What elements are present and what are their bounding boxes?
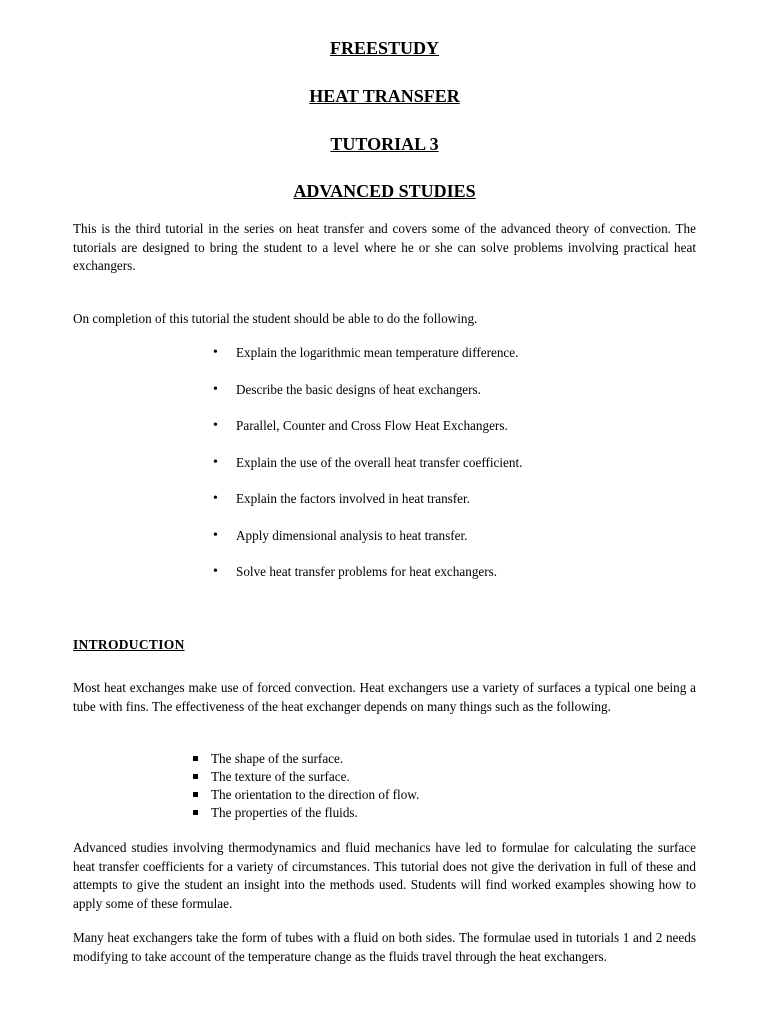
objective-item: • Explain the factors involved in heat transfer. xyxy=(213,490,522,508)
objective-item: • Apply dimensional analysis to heat transfer. xyxy=(213,527,522,545)
objectives-list xyxy=(213,344,522,600)
factor-item: The texture of the surface. xyxy=(191,768,419,786)
freestudy-heading: FREESTUDY xyxy=(329,38,440,58)
introduction-heading: INTRODUCTION xyxy=(73,637,185,652)
objective-item: • Describe the basic designs of heat exchangers. xyxy=(213,381,522,399)
intro-paragraph: This is the third tutorial in the series on heat transfer and covers some of the advanced theory of convection. The tutorials are designed to bring the student to a level where he or she can solve problems involving practical heat exchangers. xyxy=(73,221,696,273)
factor-item: The properties of the fluids. xyxy=(191,804,419,822)
completion-paragraph: On completion of this tutorial the student should be able to do the following. xyxy=(73,311,478,326)
objective-item: • Solve heat transfer problems for heat exchangers. xyxy=(213,563,522,581)
tutorial-heading: TUTORIAL 3 xyxy=(330,134,439,154)
objective-item: • Explain the logarithmic mean temperature difference. xyxy=(213,344,522,362)
topic-heading: ADVANCED STUDIES xyxy=(293,181,476,201)
objective-item: • Parallel, Counter and Cross Flow Heat Exchangers. xyxy=(213,417,522,435)
factor-item: The shape of the surface. xyxy=(191,750,419,768)
subject-heading: HEAT TRANSFER xyxy=(309,86,460,106)
factor-item: The orientation to the direction of flow. xyxy=(191,786,419,804)
factors-list xyxy=(191,750,419,822)
introduction-paragraph-3: Many heat exchangers take the form of tubes with a fluid on both sides. The formulae used in tutorials 1 and 2 needs modifying to take account of the temperature change as the fluids travel through the heat exchangers. xyxy=(73,930,696,964)
objective-item: • Explain the use of the overall heat transfer coefficient. xyxy=(213,454,522,472)
introduction-paragraph-2: Advanced studies involving thermodynamics and fluid mechanics have led to formulae for calculating the surface heat transfer coefficients for a variety of circumstances. This tutorial does not give the derivation in full of these and attempts to give the student an insight into the methods used. Students will find worked examples showing how to apply some of these formulae. xyxy=(73,840,696,911)
introduction-paragraph-1: Most heat exchanges make use of forced convection. Heat exchangers use a variety of surfaces a typical one being a tube with fins. The effectiveness of the heat exchanger depends on many things such as the following. xyxy=(73,680,696,714)
